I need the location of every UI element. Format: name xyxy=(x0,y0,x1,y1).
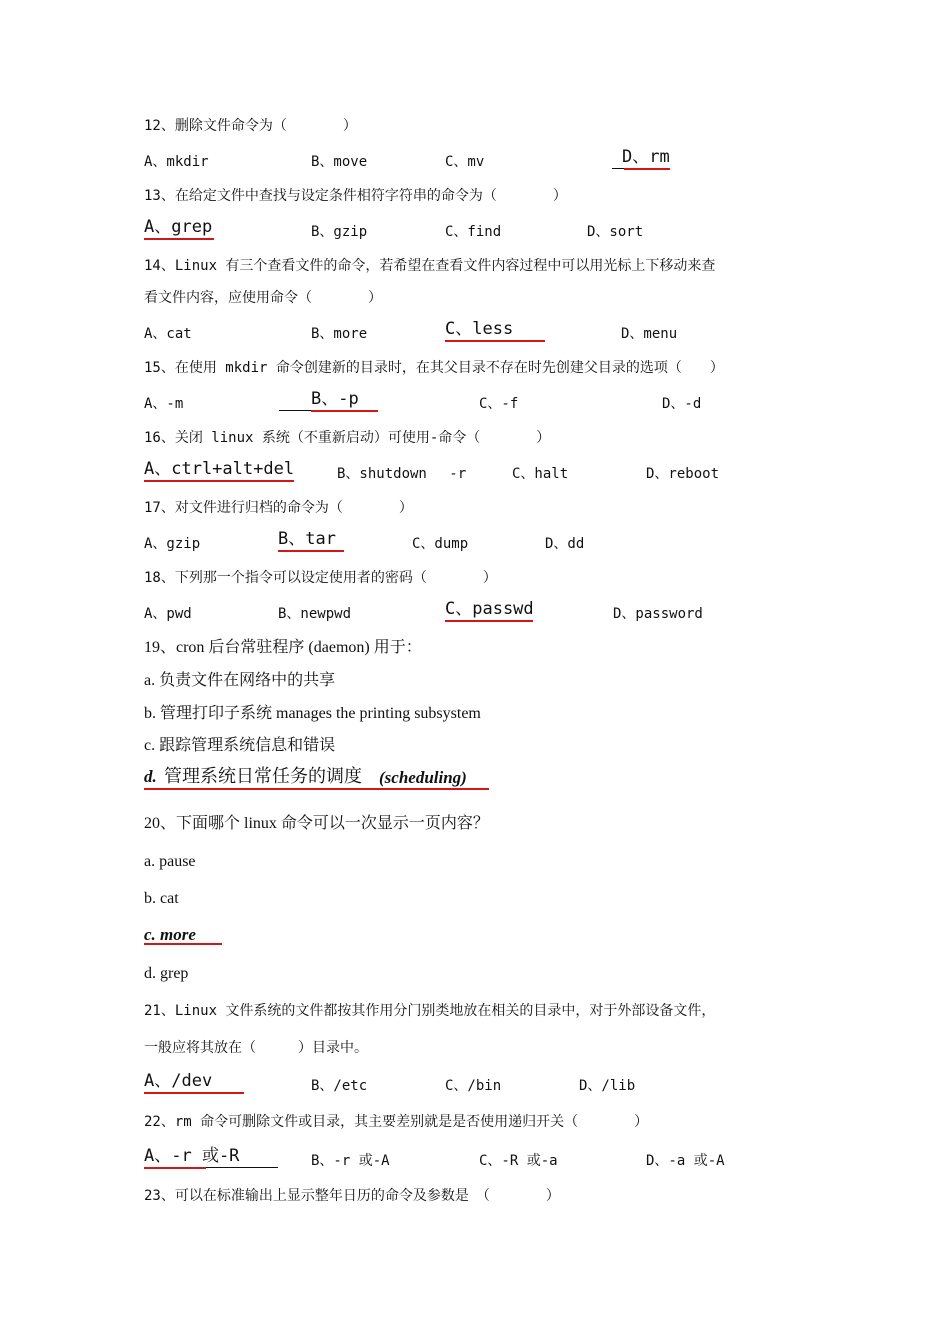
option-a: A、-m xyxy=(144,396,184,412)
answer-underline xyxy=(445,340,545,342)
option-c: C、-R 或-a xyxy=(479,1153,558,1169)
answer-option-a: A、ctrl+alt+del xyxy=(144,459,295,479)
question-21-line2: 一般应将其放在（ ）目录中。 xyxy=(144,1040,368,1056)
option-d: D、menu xyxy=(621,326,678,342)
question-20: 20、下面哪个 linux 命令可以一次显示一页内容？ xyxy=(144,815,489,832)
option-c: C、halt xyxy=(512,466,569,482)
answer-option-a: A、-r 或-R xyxy=(144,1146,240,1166)
answer-underline xyxy=(144,788,489,790)
answer-option-d-letter: d. xyxy=(144,767,157,786)
answer-option-d: D、rm xyxy=(622,147,670,167)
option-d: D、/lib xyxy=(579,1078,636,1094)
option-b: B、newpwd xyxy=(278,606,352,622)
option-d: D、sort xyxy=(587,224,644,240)
option-b: b. cat xyxy=(144,890,179,907)
answer-underline xyxy=(278,550,344,552)
question-16: 16、关闭 linux 系统（不重新启动）可使用-命令（ ） xyxy=(144,430,551,446)
option-a: A、cat xyxy=(144,326,192,342)
question-22: 22、rm 命令可删除文件或目录，其主要差别就是是否使用递归开关（ ） xyxy=(144,1114,649,1130)
option-b: b. 管理打印子系统 manages the printing subsystem xyxy=(144,705,481,722)
option-a: A、pwd xyxy=(144,606,192,622)
option-b: B、more xyxy=(311,326,368,342)
option-a: a. 负责文件在网络中的共享 xyxy=(144,672,336,689)
answer-line xyxy=(279,410,311,411)
question-21-line1: 21、Linux 文件系统的文件都按其作用分门别类地放在相关的目录中，对于外部设备文件， xyxy=(144,1003,716,1019)
option-d: D、reboot xyxy=(646,466,720,482)
option-c: C、/bin xyxy=(445,1078,502,1094)
option-b: B、/etc xyxy=(311,1078,368,1094)
question-18: 18、下列那一个指令可以设定使用者的密码（ ） xyxy=(144,570,497,586)
answer-underline xyxy=(144,943,222,945)
answer-underline xyxy=(144,238,214,240)
option-b: B、shutdown -r xyxy=(337,466,467,482)
answer-option-b: B、tar xyxy=(278,529,336,549)
option-c: C、mv xyxy=(445,154,485,170)
question-14-line1: 14、Linux 有三个查看文件的命令，若希望在查看文件内容过程中可以用光标上下移动来查 xyxy=(144,258,716,274)
answer-line xyxy=(612,168,624,169)
option-c: C、dump xyxy=(412,536,469,552)
answer-option-c: c. more xyxy=(144,925,196,944)
question-17: 17、对文件进行归档的命令为（ ） xyxy=(144,500,413,516)
answer-option-c: C、less xyxy=(445,319,514,339)
question-23: 23、可以在标准输出上显示整年日历的命令及参数是 （ ） xyxy=(144,1188,560,1204)
option-b: B、gzip xyxy=(311,224,368,240)
answer-option-a: A、/dev xyxy=(144,1071,213,1091)
answer-option-a: A、grep xyxy=(144,217,213,237)
answer-option-c: C、passwd xyxy=(445,599,534,619)
option-d: D、dd xyxy=(545,536,585,552)
question-13: 13、在给定文件中查找与设定条件相符字符串的命令为（ ） xyxy=(144,188,567,204)
option-c: C、find xyxy=(445,224,502,240)
answer-option-d-english: (scheduling) xyxy=(379,768,467,787)
question-14-line2: 看文件内容，应使用命令（ ） xyxy=(144,290,382,306)
option-c: C、-f xyxy=(479,396,519,412)
question-12: 12、删除文件命令为（ ） xyxy=(144,118,357,134)
answer-option-d-text: 管理系统日常任务的调度 xyxy=(164,766,362,787)
answer-option-b: B、-p xyxy=(311,389,359,409)
question-15: 15、在使用 mkdir 命令创建新的目录时，在其父目录不存在时先创建父目录的选项（ ） xyxy=(144,360,724,376)
answer-underline xyxy=(144,1092,244,1094)
option-b: B、move xyxy=(311,154,368,170)
option-b: B、-r 或-A xyxy=(311,1153,390,1169)
option-a: a. pause xyxy=(144,853,196,870)
option-d: D、-d xyxy=(662,396,702,412)
answer-underline xyxy=(311,410,378,412)
option-d: D、-a 或-A xyxy=(646,1153,725,1169)
answer-underline xyxy=(445,620,533,622)
option-c: c. 跟踪管理系统信息和错误 xyxy=(144,737,336,754)
option-a: A、gzip xyxy=(144,536,201,552)
answer-line xyxy=(206,1167,278,1168)
option-a: A、mkdir xyxy=(144,154,209,170)
option-d: d. grep xyxy=(144,965,189,982)
answer-underline xyxy=(624,168,670,170)
answer-underline xyxy=(144,1167,206,1169)
question-19: 19、cron 后台常驻程序 (daemon) 用于： xyxy=(144,639,422,656)
option-d: D、password xyxy=(613,606,703,622)
answer-underline xyxy=(144,480,294,482)
